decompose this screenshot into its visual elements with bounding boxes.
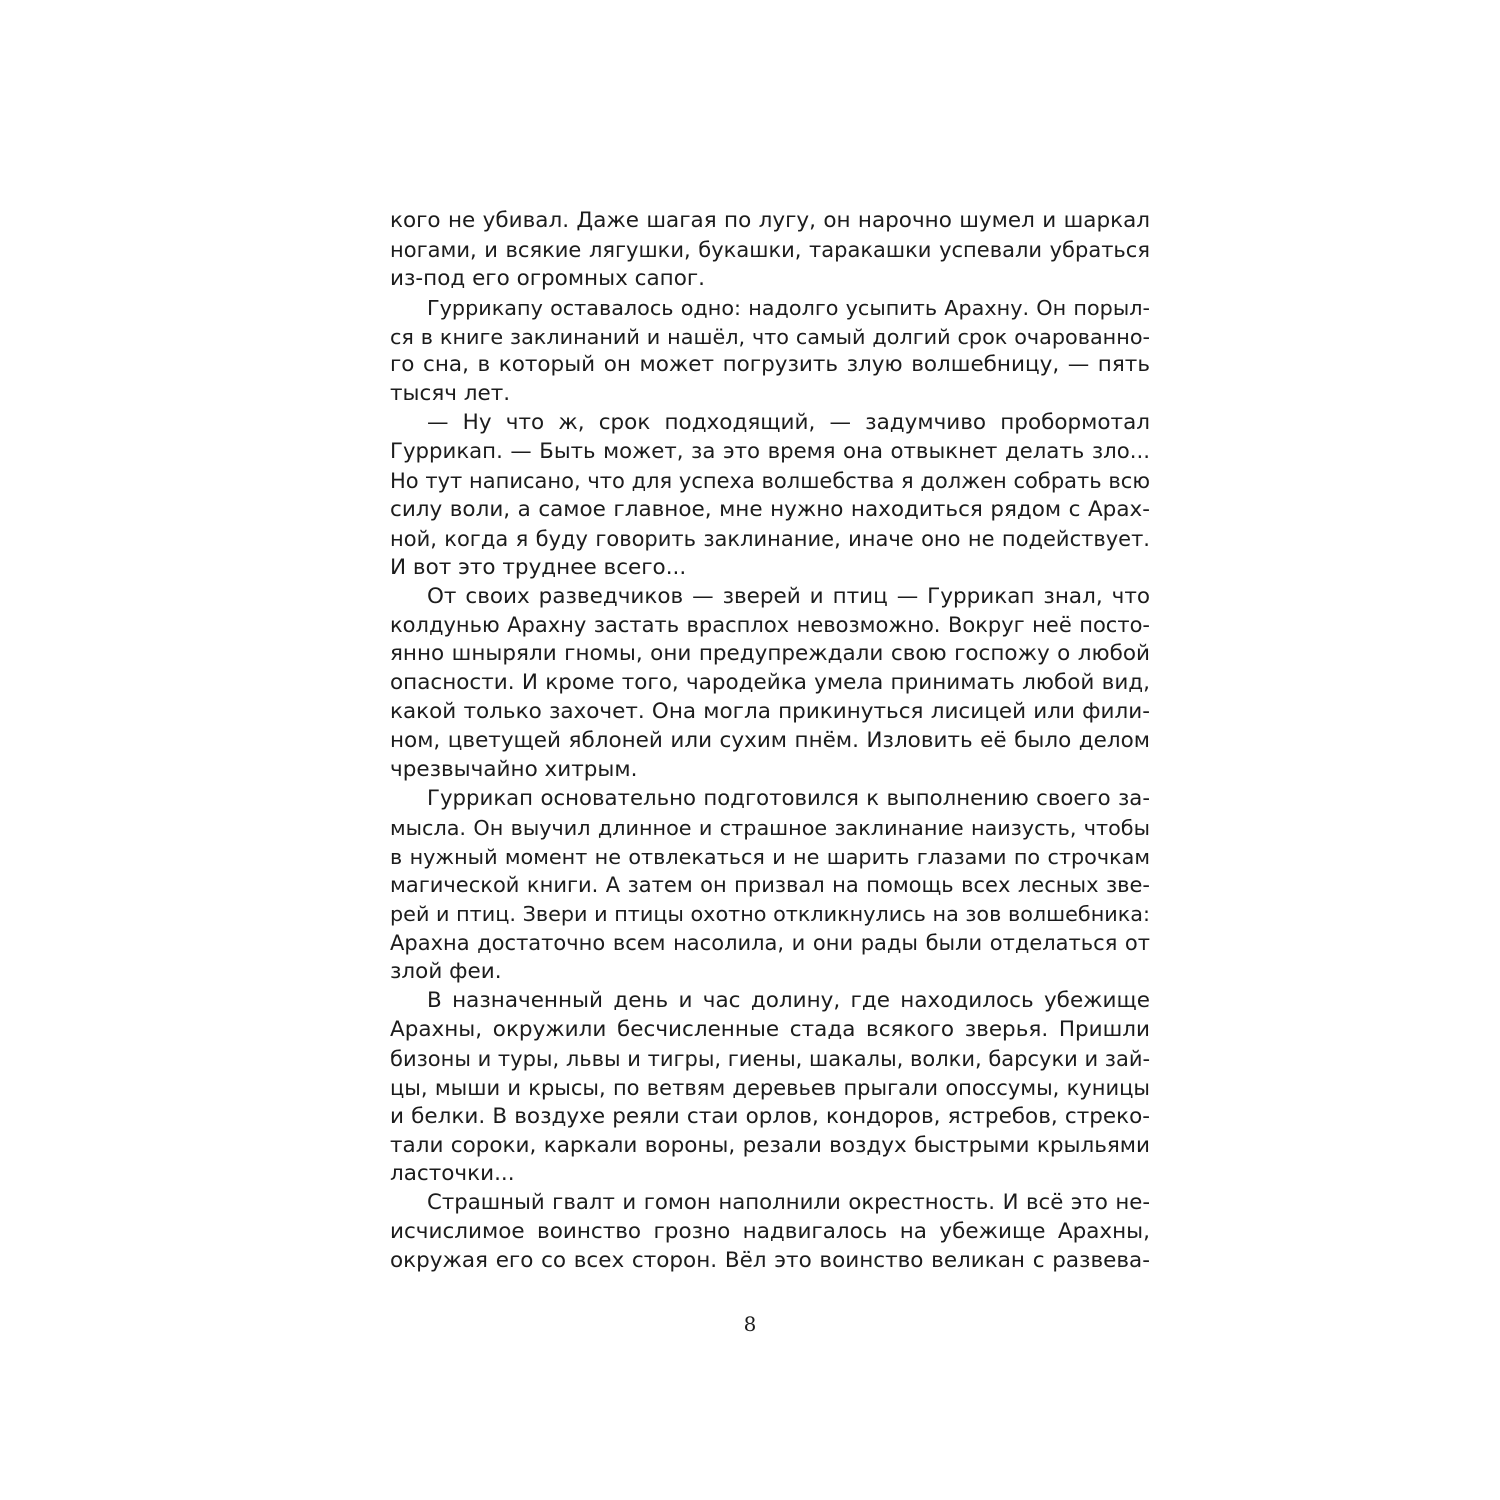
text-line: го сна, в который он может погрузить злую волшебницу, — пять xyxy=(390,352,1150,378)
text-line: От своих разведчиков — зверей и птиц — Гуррикап знал, что xyxy=(427,583,1150,609)
text-line: — Ну что ж, срок подходящий, — задумчиво пробормотал xyxy=(427,410,1150,436)
text-line: Гуррикап основательно подготовился к выполнению своего за- xyxy=(427,785,1150,811)
text-line: ся в книге заклинаний и нашёл, что самый долгий срок очарованно- xyxy=(390,324,1150,349)
text-line: Страшный гвалт и гомон наполнили окрестность. И всё это не- xyxy=(427,1190,1150,1216)
text-line: рей и птиц. Звери и птицы охотно откликнулись на зов волшебника: xyxy=(390,902,1150,927)
text-line: кого не убивал. Даже шагая по лугу, он нарочно шумел и шаркал xyxy=(390,208,1150,233)
text-line: какой только захочет. Она могла прикинуться лисицей или фили- xyxy=(390,699,1150,725)
body-text xyxy=(390,207,1150,1276)
text-line: И вот это труднее всего... xyxy=(390,554,687,580)
text-line: тали сороки, каркали вороны, резали воздух быстрыми крыльями xyxy=(390,1132,1150,1158)
page-number: 8 xyxy=(743,1312,757,1336)
text-line: Но тут написано, что для успеха волшебства я должен собрать всю xyxy=(390,469,1150,494)
text-line: окружая его со всех сторон. Вёл это воинство великан с развева- xyxy=(390,1248,1150,1274)
text-line: тысяч лет. xyxy=(390,381,511,407)
text-line: ласточки... xyxy=(390,1161,515,1187)
text-line: силу воли, а самое главное, мне нужно находиться рядом с Арах- xyxy=(390,496,1150,522)
text-line: в нужный момент не отвлекаться и не шарить глазами по строчкам xyxy=(390,844,1150,869)
text-line: бизоны и туры, львы и тигры, гиены, шакалы, волки, барсуки и зай- xyxy=(390,1046,1151,1071)
text-line: из-под его огромных сапог. xyxy=(390,265,705,291)
text-line: ногами, и всякие лягушки, букашки, таракашки успевали убраться xyxy=(390,237,1150,262)
text-line: ной, когда я буду говорить заклинание, иначе оно не подействует. xyxy=(390,526,1150,551)
text-line: янно шныряли гномы, они предупреждали свою госпожу о любой xyxy=(390,641,1150,667)
text-line: исчислимое воинство грозно надвигалось на убежище Арахны, xyxy=(390,1219,1150,1245)
text-line: опасности. И кроме того, чародейка умела принимать любой вид, xyxy=(390,670,1150,696)
text-line: Арахна достаточно всем насолила, и они рады были отделаться от xyxy=(390,931,1150,956)
text-line: чрезвычайно хитрым. xyxy=(390,756,638,782)
text-line: и белки. В воздухе реяли стаи орлов, кондоров, ястребов, стреко- xyxy=(390,1103,1150,1129)
text-line: Гуррикапу оставалось одно: надолго усыпить Арахну. Он порыл- xyxy=(427,295,1150,320)
text-line: магической книги. А затем он призвал на помощь всех лесных зве- xyxy=(390,873,1150,898)
text-line: В назначенный день и час долину, где находилось убежище xyxy=(427,988,1150,1014)
text-line: цы, мыши и крысы, по ветвям деревьев прыгали опоссумы, куницы xyxy=(390,1075,1150,1100)
text-line: Арахны, окружили бесчисленные стада всякого зверья. Пришли xyxy=(390,1016,1150,1042)
text-line: ном, цветущей яблоней или сухим пнём. Изловить её было делом xyxy=(390,728,1150,754)
text-line: мысла. Он выучил длинное и страшное заклинание наизусть, чтобы xyxy=(390,815,1150,840)
text-line: злой феи. xyxy=(390,959,502,985)
text-line: колдунью Арахну застать врасплох невозможно. Вокруг неё посто- xyxy=(390,613,1150,638)
text-line: Гуррикап. — Быть может, за это время она отвыкнет делать зло... xyxy=(390,439,1150,465)
